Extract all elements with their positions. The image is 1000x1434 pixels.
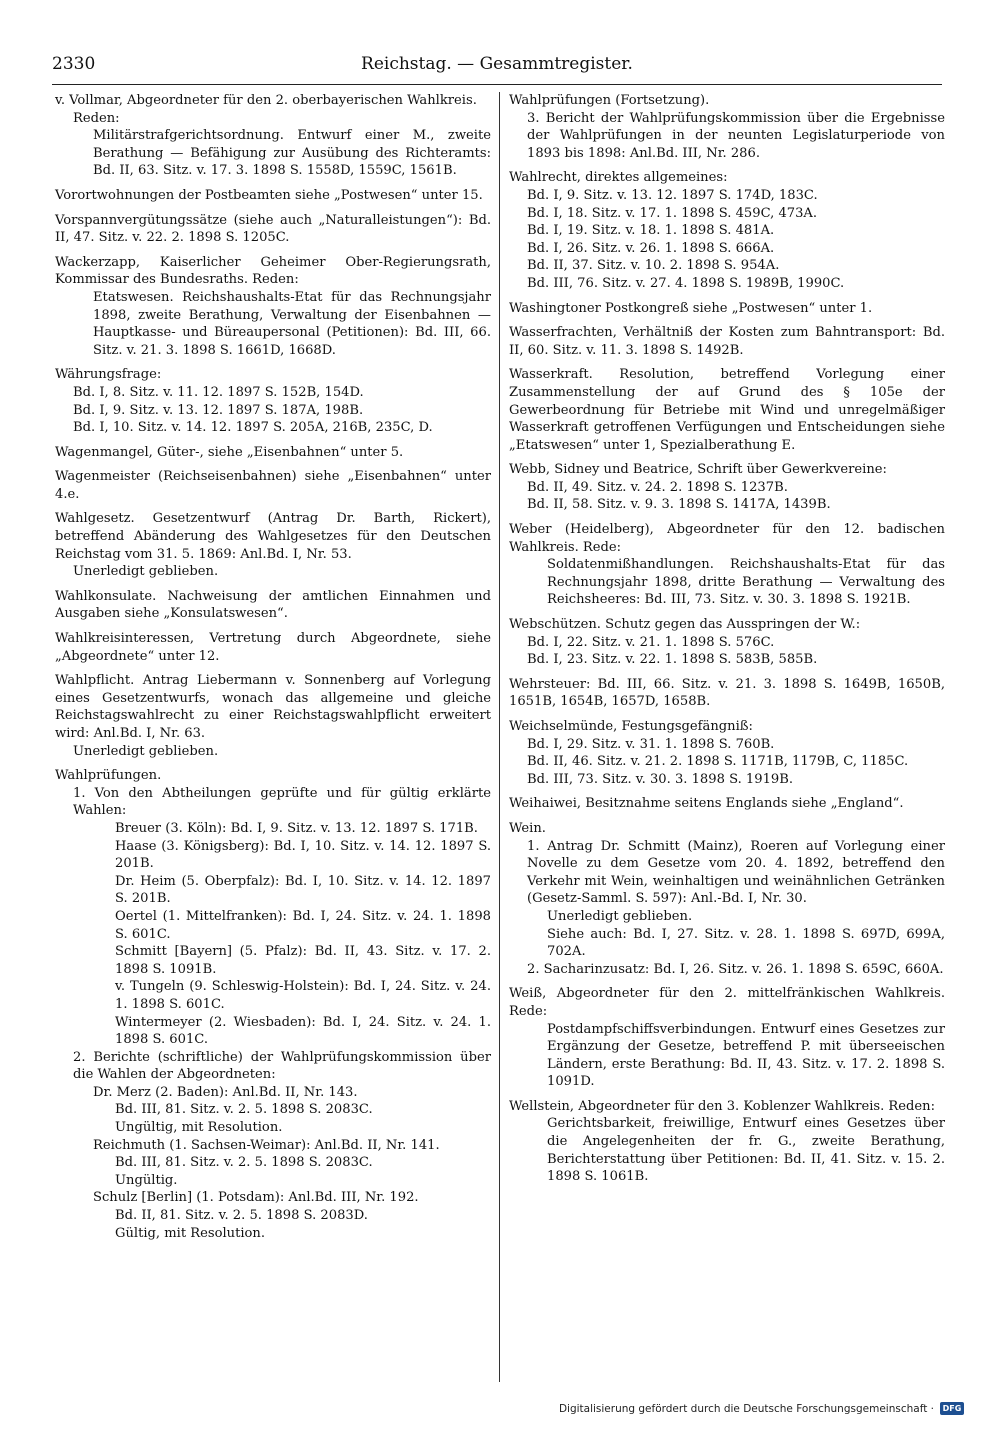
- entry-line: Bd. I, 10. Sitz. v. 14. 12. 1897 S. 205A, 216B, 235C, D.: [73, 420, 433, 436]
- index-entry: [55, 630, 491, 665]
- footer-credit: [559, 1402, 964, 1415]
- entry-line: Bd. I, 19. Sitz. v. 18. 1. 1898 S. 481A.: [527, 223, 775, 239]
- index-entry: [509, 521, 945, 609]
- index-entry: [509, 1098, 945, 1186]
- entry-line: v. Tungeln (9. Schleswig-Holstein): Bd. I, 24. Sitz. v. 24. 1. 1898 S. 601C.: [115, 979, 491, 1012]
- entry-heading: Wahlrecht, direktes allgemeines:: [509, 170, 728, 186]
- entry-heading: Weiß, Abgeordneter für den 2. mittelfränkischen Wahlkreis. Rede:: [509, 986, 945, 1019]
- entry-line: Reden:: [73, 110, 120, 126]
- entry-line: Schulz [Berlin] (1. Potsdam): Anl.Bd. III, Nr. 192.: [93, 1190, 419, 1206]
- entry-line: Bd. I, 23. Sitz. v. 22. 1. 1898 S. 583B, 585B.: [527, 652, 818, 668]
- entry-heading: Wasserkraft. Resolution, betreffend Vorlegung einer Zusammenstellung der auf Grund des § 105e der Gewerbeordnung für Betriebe mit Wind und unregelmäßiger Wasserkraft getroffenen Verfügungen und Entscheidungen siehe „Etatswesen“ unter 1, Spezialberathung E.: [509, 367, 945, 453]
- index-entry: [509, 985, 945, 1091]
- entry-line: Militärstrafgerichtsordnung. Entwurf einer M., zweite Berathung — Befähigung zur Ausübung des Richteramts: Bd. II, 63. Sitz. v. 17. 3. 1898 S. 1558D, 1559C, 1561B.: [93, 128, 491, 179]
- entry-heading: Wahlprüfungen.: [55, 768, 162, 784]
- entry-heading: Wahlkonsulate. Nachweisung der amtlichen Einnahmen und Ausgaben siehe „Konsulatswesen“.: [55, 588, 491, 622]
- entry-line: Bd. II, 49. Sitz. v. 24. 2. 1898 S. 1237B.: [527, 479, 788, 495]
- entry-heading: Webschützen. Schutz gegen das Ausspringen der W.:: [509, 617, 861, 633]
- running-title: Reichstag. — Gesammtregister.: [361, 54, 633, 74]
- entry-line: Etatswesen. Reichshaushalts-Etat für das Rechnungsjahr 1898, zweite Berathung, Verwaltung der Eisenbahnen — Hauptkasse- und Büreaupersonal (Petitionen): Bd. III, 66. Sitz. v. 21. 3. 1898 S. 1661D, 1668D.: [93, 289, 491, 358]
- index-entry: [55, 588, 491, 623]
- index-entry: [55, 510, 491, 580]
- entry-line: Breuer (3. Köln): Bd. I, 9. Sitz. v. 13. 12. 1897 S. 171B.: [115, 820, 478, 836]
- entry-heading: Währungsfrage:: [55, 367, 162, 383]
- entry-line: Bd. II, 46. Sitz. v. 21. 2. 1898 S. 1171B, 1179B, C, 1185C.: [527, 754, 909, 770]
- right-column: [509, 92, 945, 1193]
- entry-line: Bd. III, 81. Sitz. v. 2. 5. 1898 S. 2083C.: [115, 1102, 373, 1118]
- index-entry: [55, 444, 491, 462]
- column-divider: [499, 92, 500, 1382]
- index-entry: [55, 767, 491, 1242]
- entry-line: Soldatenmißhandlungen. Reichshaushalts-Etat für das Rechnungsjahr 1898, dritte Berathung — Verwaltung des Reichsheeres: Bd. III, 73. Sitz. v. 30. 3. 1898 S. 1921B.: [547, 557, 945, 608]
- index-entry: [55, 92, 491, 180]
- index-entry: [509, 324, 945, 359]
- entry-line: 1. Von den Abtheilungen geprüfte und für gültig erklärte Wahlen:: [73, 785, 491, 819]
- index-entry: [509, 718, 945, 788]
- entry-line: Gültig, mit Resolution.: [115, 1225, 266, 1241]
- index-entry: [509, 300, 945, 318]
- index-entry: [509, 366, 945, 454]
- entry-heading: Wahlprüfungen (Fortsetzung).: [509, 93, 710, 108]
- entry-heading: Weichselmünde, Festungsgefängniß:: [509, 719, 753, 734]
- index-entry: [55, 212, 491, 247]
- entry-heading: Vorortwohnungen der Postbeamten siehe „Postwesen“ unter 15.: [55, 187, 483, 203]
- index-entry: [509, 676, 945, 711]
- entry-heading: v. Vollmar, Abgeordneter für den 2. oberbayerischen Wahlkreis.: [55, 93, 477, 108]
- entry-line: Wintermeyer (2. Wiesbaden): Bd. I, 24. Sitz. v. 24. 1. 1898 S. 601C.: [115, 1014, 491, 1048]
- footer-text: Digitalisierung gefördert durch die Deutsche Forschungsgemeinschaft ·: [558, 1402, 934, 1415]
- entry-heading: Webb, Sidney und Beatrice, Schrift über Gewerkvereine:: [509, 462, 887, 478]
- entry-heading: Vorspannvergütungssätze (siehe auch „Naturalleistungen“): Bd. II, 47. Sitz. v. 22. 2. 1898 S. 1205C.: [55, 212, 491, 246]
- index-entry: [509, 795, 945, 813]
- entry-heading: Wasserfrachten, Verhältniß der Kosten zum Bahntransport: Bd. II, 60. Sitz. v. 11. 3. 1898 S. 1492B.: [509, 325, 945, 358]
- entry-heading: Weihaiwei, Besitznahme seitens Englands siehe „England“.: [509, 796, 904, 812]
- header-rule: [52, 84, 942, 85]
- entry-line: Dr. Heim (5. Oberpfalz): Bd. I, 10. Sitz. v. 14. 12. 1897 S. 201B.: [115, 873, 491, 907]
- entry-line: Bd. II, 81. Sitz. v. 2. 5. 1898 S. 2083D.: [115, 1208, 368, 1224]
- entry-heading: Washingtoner Postkongreß siehe „Postwesen“ unter 1.: [509, 300, 873, 316]
- entry-line: Gerichtsbarkeit, freiwillige, Entwurf eines Gesetzes über die Angelegenheiten der fr. G., zweite Berathung, Berichterstattung über Petitionen: Bd. II, 41. Sitz. v. 15. 2. 1898 S. 1061B.: [547, 1116, 945, 1185]
- entry-line: Bd. I, 26. Sitz. v. 26. 1. 1898 S. 666A.: [527, 240, 775, 256]
- entry-line: Unerledigt geblieben.: [73, 564, 219, 580]
- entry-heading: Wehrsteuer: Bd. III, 66. Sitz. v. 21. 3. 1898 S. 1649B, 1650B, 1651B, 1654B, 1657D, 1658B.: [509, 676, 945, 710]
- entry-heading: Wagenmeister (Reichseisenbahnen) siehe „Eisenbahnen“ unter 4.e.: [55, 469, 491, 502]
- index-entry: [55, 187, 491, 205]
- entry-line: Bd. I, 22. Sitz. v. 21. 1. 1898 S. 576C.: [527, 634, 775, 650]
- index-entry: [509, 820, 945, 978]
- entry-line: Ungültig.: [115, 1172, 178, 1188]
- entry-line: Haase (3. Königsberg): Bd. I, 10. Sitz. v. 14. 12. 1897 S. 201B.: [115, 838, 491, 872]
- entry-heading: Wagenmangel, Güter-, siehe „Eisenbahnen“ unter 5.: [55, 444, 404, 460]
- entry-line: Bd. I, 29. Sitz. v. 31. 1. 1898 S. 760B.: [527, 736, 775, 752]
- entry-heading: Wein.: [509, 820, 546, 836]
- entry-line: Bd. I, 9. Sitz. v. 13. 12. 1897 S. 187A, 198B.: [73, 402, 364, 418]
- index-entry: [509, 616, 945, 669]
- entry-line: Bd. I, 8. Sitz. v. 11. 12. 1897 S. 152B, 154D.: [73, 384, 364, 400]
- entry-line: Schmitt [Bayern] (5. Pfalz): Bd. II, 43. Sitz. v. 17. 2. 1898 S. 1091B.: [115, 944, 491, 977]
- entry-heading: Weber (Heidelberg), Abgeordneter für den 12. badischen Wahlkreis. Rede:: [509, 522, 945, 555]
- entry-line: Ungültig, mit Resolution.: [115, 1120, 283, 1136]
- entry-line: Bd. I, 9. Sitz. v. 13. 12. 1897 S. 174D, 183C.: [527, 187, 818, 203]
- entry-line: Unerledigt geblieben.: [73, 743, 219, 759]
- entry-line: Bd. III, 81. Sitz. v. 2. 5. 1898 S. 2083C.: [115, 1155, 373, 1171]
- dfg-logo: DFG: [940, 1402, 964, 1415]
- left-column: [55, 92, 491, 1249]
- entry-heading: Wahlgesetz. Gesetzentwurf (Antrag Dr. Barth, Rickert), betreffend Abänderung des Wahlgesetzes für den Deutschen Reichstag vom 31. 5. 1869: Anl.Bd. I, Nr. 53.: [55, 511, 491, 562]
- index-entry: [55, 366, 491, 436]
- entry-line: Postdampfschiffsverbindungen. Entwurf eines Gesetzes zur Ergänzung der Gesetze, betreffend P. mit überseeischen Ländern, erste Berathung: Bd. II, 43. Sitz. v. 17. 2. 1898 S. 1091D.: [547, 1021, 945, 1090]
- entry-line: Bd. III, 73. Sitz. v. 30. 3. 1898 S. 1919B.: [527, 771, 794, 787]
- index-entry: [55, 672, 491, 760]
- entry-line: 3. Bericht der Wahlprüfungskommission über die Ergebnisse der Wahlprüfungen in der neunten Legislaturperiode von 1893 bis 1898: Anl.Bd. III, Nr. 286.: [527, 110, 945, 161]
- entry-line: Bd. II, 58. Sitz. v. 9. 3. 1898 S. 1417A, 1439B.: [527, 497, 831, 513]
- entry-line: Reichmuth (1. Sachsen-Weimar): Anl.Bd. II, Nr. 141.: [93, 1137, 440, 1153]
- entry-line: 2. Sacharinzusatz: Bd. I, 26. Sitz. v. 26. 1. 1898 S. 659C, 660A.: [527, 961, 944, 977]
- entry-heading: Wackerzapp, Kaiserlicher Geheimer Ober-Regierungsrath, Kommissar des Bundesraths. Reden:: [55, 254, 491, 288]
- entry-line: 1. Antrag Dr. Schmitt (Mainz), Roeren auf Vorlegung einer Novelle zu dem Gesetze vom 20. 4. 1892, betreffend den Verkehr mit Wein, weinhaltigen und weinähnlichen Getränken (Gesetz-Samml. S. 597): Anl.-Bd. I, Nr. 30.: [527, 838, 945, 907]
- index-entry: [509, 169, 945, 292]
- index-entry: [509, 92, 945, 162]
- index-entry: [55, 468, 491, 503]
- entry-line: Bd. II, 37. Sitz. v. 10. 2. 1898 S. 954A.: [527, 258, 780, 274]
- entry-line: Oertel (1. Mittelfranken): Bd. I, 24. Sitz. v. 24. 1. 1898 S. 601C.: [115, 908, 491, 942]
- entry-heading: Wahlpflicht. Antrag Liebermann v. Sonnenberg auf Vorlegung eines Gesetzentwurfs, wonach das allgemeine und gleiche Reichstagswahlrecht zu einer Reichstagswahlpflicht erweitert wird: Anl.Bd. I, Nr. 63.: [55, 673, 491, 741]
- entry-heading: Wahlkreisinteressen, Vertretung durch Abgeordnete, siehe „Abgeordnete“ unter 12.: [55, 631, 491, 664]
- entry-line: Bd. III, 76. Sitz. v. 27. 4. 1898 S. 1989B, 1990C.: [527, 275, 845, 291]
- index-entry: [509, 461, 945, 514]
- index-entry: [55, 254, 491, 360]
- page-header: [52, 54, 942, 80]
- entry-line: Siehe auch: Bd. I, 27. Sitz. v. 28. 1. 1898 S. 697D, 699A, 702A.: [547, 926, 945, 960]
- entry-line: Bd. I, 18. Sitz. v. 17. 1. 1898 S. 459C, 473A.: [527, 205, 818, 221]
- entry-line: Unerledigt geblieben.: [547, 908, 693, 924]
- entry-heading: Wellstein, Abgeordneter für den 3. Koblenzer Wahlkreis. Reden:: [509, 1098, 936, 1114]
- page-number: 2330: [52, 54, 96, 74]
- entry-line: 2. Berichte (schriftliche) der Wahlprüfungskommission über die Wahlen der Abgeordneten:: [73, 1049, 491, 1083]
- entry-line: Dr. Merz (2. Baden): Anl.Bd. II, Nr. 143.: [93, 1084, 358, 1100]
